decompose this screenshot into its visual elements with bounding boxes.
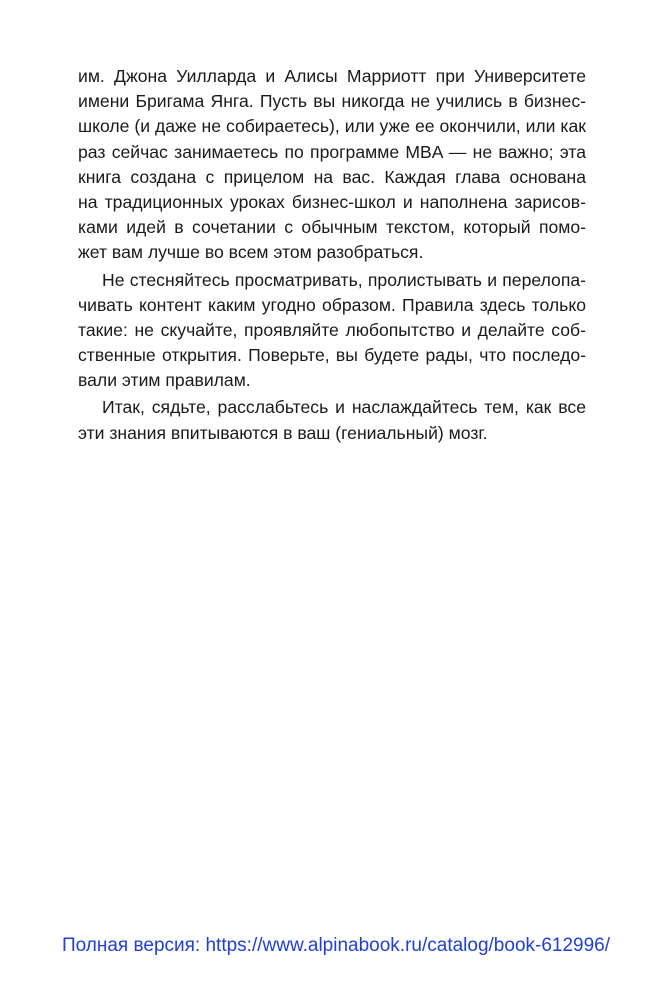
text-line: Итак, сядьте, расслабьтесь и наслаждайтесь тем, как все [102, 397, 586, 418]
text-line: такие: не скучайте, проявляйте любопытство и делайте соб- [78, 319, 586, 340]
text-line: на традиционных уроках бизнес-школ и наполнена зарисов- [78, 191, 586, 212]
body-text [78, 64, 586, 446]
paragraph [78, 268, 586, 394]
text-line: ственные открытия. Поверьте, вы будете рады, что последо- [78, 345, 586, 366]
text-line: имени Бригама Янга. Пусть вы никогда не учились в бизнес- [78, 91, 586, 112]
text-line: вали этим правилам. [78, 370, 251, 391]
paragraph [78, 64, 586, 266]
text-line: школе (и даже не собираетесь), или уже ее окончили, или как [78, 116, 586, 137]
text-line: Не стесняйтесь просматривать, пролистывать и перелопа- [102, 269, 586, 290]
text-line: книга создана с прицелом на вас. Каждая глава основана [78, 166, 586, 187]
text-line: эти знания впитываются в ваш (гениальный) мозг. [78, 422, 488, 443]
text-line: им. Джона Уилларда и Алисы Марриотт при Университете [78, 66, 586, 86]
full-version-link[interactable]: Полная версия: https://www.alpinabook.ru/catalog/book-612996/ [61, 935, 611, 956]
text-line: раз сейчас занимаетесь по программе MBA — не важно; эта [78, 141, 586, 162]
paragraph [78, 395, 586, 445]
text-line: чивать контент каким угодно образом. Правила здесь только [78, 294, 586, 315]
text-line: жет вам лучше во всем этом разобраться. [78, 242, 424, 263]
text-line: ками идей в сочетании с обычным текстом, который помо- [78, 217, 586, 238]
